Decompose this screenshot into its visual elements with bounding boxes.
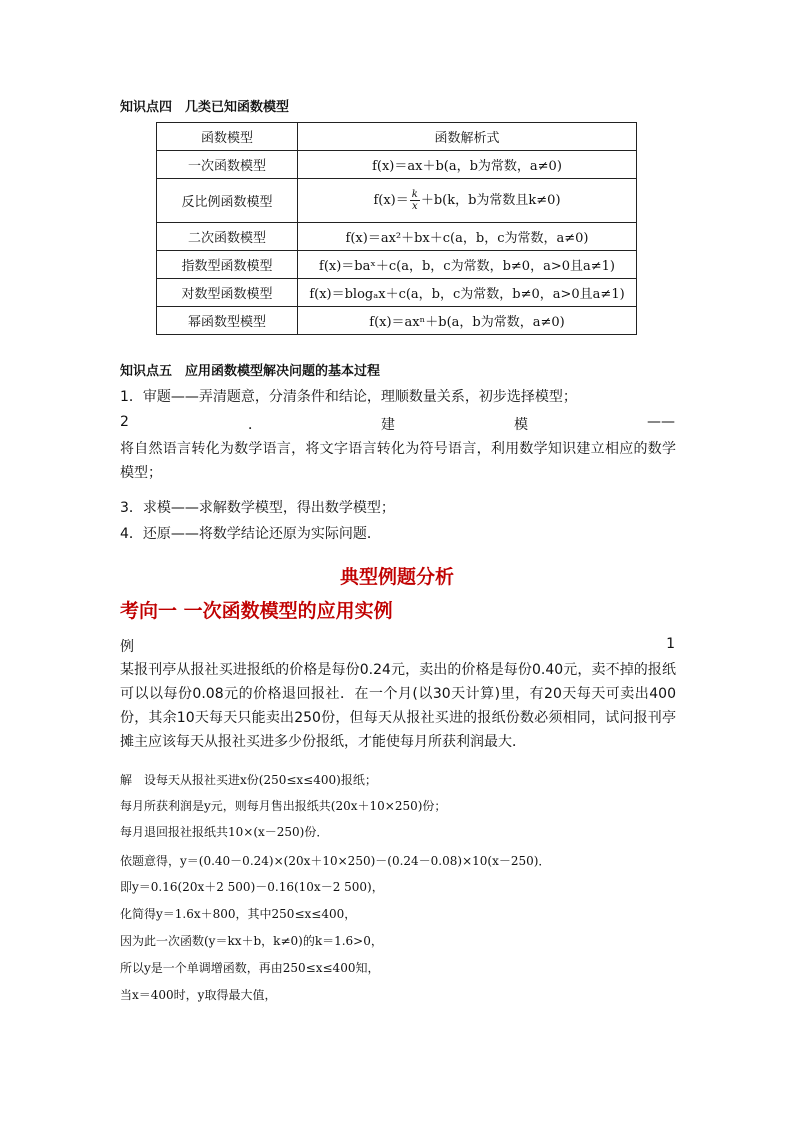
step-2-dot: ． (247, 417, 262, 433)
solution-line: 化简得y＝1.6x＋800，其中250≤x≤400， (120, 907, 357, 921)
table-row (157, 307, 637, 335)
step-3: 3．求模——求解数学模型，得出数学模型； (120, 500, 395, 516)
table-row (157, 251, 637, 279)
formula-suffix: ＋b(k，b为常数且k≠0) (420, 193, 561, 208)
fraction (410, 189, 420, 212)
section5-title: 知识点五 应用函数模型解决问题的基本过程 (120, 364, 381, 379)
solution-line: 当x＝400时，y取得最大值， (120, 988, 277, 1002)
table-row (157, 151, 637, 179)
solution-line: 每月退回报社报纸共10×(x－250)份． (120, 825, 329, 839)
step-2-dash: —— (646, 414, 675, 430)
model-formula: f(x)＝ax²＋bx＋c(a，b，c为常数，a≠0) (298, 223, 637, 251)
model-formula: f(x)＝axⁿ＋b(a，b为常数，a≠0) (298, 307, 637, 335)
example-number: 1 (666, 636, 675, 652)
model-name: 幂函数型模型 (157, 307, 298, 335)
step-4: 4．还原——将数学结论还原为实际问题． (120, 526, 381, 542)
model-formula: f(x)＝ax＋b(a，b为常数，a≠0) (298, 151, 637, 179)
model-name: 对数型函数模型 (157, 279, 298, 307)
step-2-text: 将自然语言转化为数学语言，将文字语言转化为符号语言，利用数学知识建立相应的数学模型； (120, 441, 676, 481)
analysis-title: 典型例题分析 (339, 566, 454, 588)
solution-line: 解 设每天从报社买进x份(250≤x≤400)报纸； (120, 773, 377, 787)
model-name: 二次函数模型 (157, 223, 298, 251)
solution-line: 每月所获利润是y元，则每月售出报纸共(20x＋10×250)份； (120, 799, 447, 813)
formula-prefix: f(x)＝ (373, 193, 409, 208)
step-2-char-1: 建 (380, 417, 395, 433)
function-models-table (156, 122, 637, 335)
model-formula: f(x)＝blogₐx＋c(a，b，c为常数，b≠0，a>0且a≠1) (298, 279, 637, 307)
fraction-denominator: x (411, 201, 418, 212)
table-row (157, 279, 637, 307)
table-header-row (157, 123, 637, 151)
solution-line: 所以y是一个单调增函数，再由250≤x≤400知， (120, 961, 380, 975)
table-row (157, 179, 637, 223)
example-heading (120, 636, 675, 656)
table-header-model: 函数模型 (157, 123, 298, 151)
solution-line: 依题意得，y＝(0.40－0.24)×(20x＋10×250)－(0.24－0.08)×10(x－250)． (120, 854, 551, 868)
direction-1-title: 考向一 一次函数模型的应用实例 (120, 600, 393, 622)
step-2-heading (120, 414, 675, 434)
step-2-number: 2 (120, 414, 129, 430)
table-row (157, 223, 637, 251)
solution-line: 即y＝0.16(20x＋2 500)－0.16(10x－2 500)， (120, 880, 384, 894)
model-formula: f(x)＝baˣ＋c(a，b，c为常数，b≠0，a>0且a≠1) (298, 251, 637, 279)
step-1: 1．审题——弄清题意，分清条件和结论，理顺数量关系，初步选择模型； (120, 389, 577, 405)
model-name: 反比例函数模型 (157, 179, 298, 223)
table-header-formula: 函数解析式 (298, 123, 637, 151)
example-text: 某报刊亭从报社买进报纸的价格是每份0.24元，卖出的价格是每份0.40元，卖不掉的报纸可以以每份0.08元的价格退回报社．在一个月(以30天计算)里，有20天每天可卖出400份，其余10天每天只能卖出250份，但每天从报社买进的报纸份数必须相同，试问报刊亭摊主应该每天从报社买进多少份报纸，才能使每月所获利润最大． (120, 662, 676, 750)
model-name: 指数型函数模型 (157, 251, 298, 279)
model-name: 一次函数模型 (157, 151, 298, 179)
section4-title: 知识点四 几类已知函数模型 (120, 100, 290, 115)
model-formula (298, 179, 637, 223)
solution-line: 因为此一次函数(y＝kx＋b，k≠0)的k＝1.6>0， (120, 934, 383, 948)
example-label: 例 (120, 639, 134, 655)
step-2-char-2: 模 (513, 417, 528, 433)
fraction-numerator: k (411, 189, 418, 200)
